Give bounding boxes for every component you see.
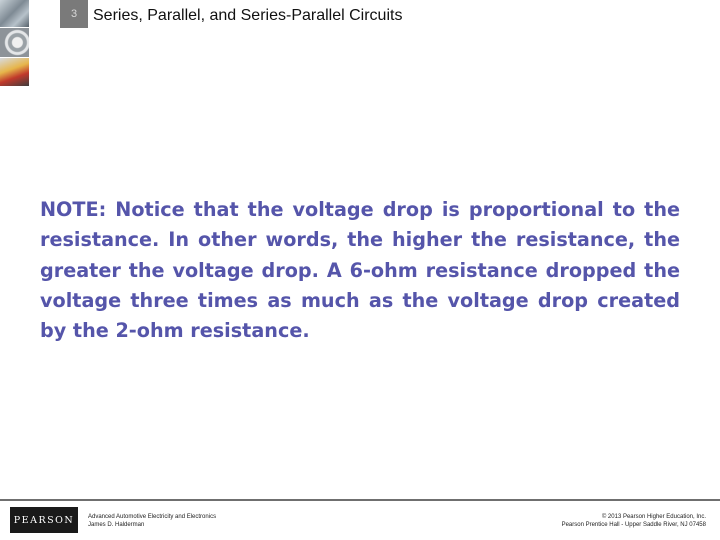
- car-engine-thumbnail: [0, 0, 29, 27]
- sports-car-thumbnail: [0, 58, 29, 86]
- note-text: Notice that the voltage drop is proportional to the resistance. In other words, the higher the resistance, the greater the voltage drop. A 6-ohm resistance dropped the voltage three times as much as the voltage drop created by the 2-ohm resistance.: [40, 198, 680, 343]
- slide-title: Series, Parallel, and Series-Parallel Circuits: [93, 7, 403, 24]
- slide-number: 3: [60, 0, 88, 28]
- publisher-text: Pearson Prentice Hall - Upper Saddle River, NJ 07458: [561, 522, 706, 528]
- thumbnail-strip: [0, 0, 29, 86]
- copyright-text: © 2013 Pearson Higher Education, Inc.: [601, 514, 706, 520]
- car-wheel-thumbnail: [0, 28, 29, 57]
- note-label: NOTE:: [40, 198, 107, 221]
- pearson-logo: PEARSON: [10, 507, 78, 533]
- footer-divider: [0, 499, 720, 501]
- book-title: Advanced Automotive Electricity and Electronics: [88, 514, 217, 520]
- note-paragraph: [40, 195, 680, 346]
- author-name: James D. Halderman: [88, 522, 145, 528]
